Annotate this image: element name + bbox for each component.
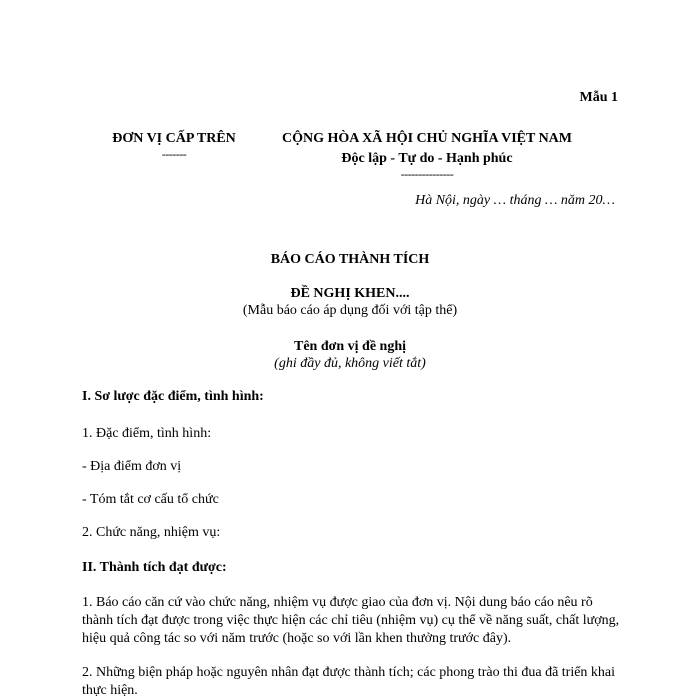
motto: Độc lập - Tự do - Hạnh phúc [341,151,513,166]
section-2-paragraph-2: 2. Những biện pháp hoặc nguyên nhân đạt được thành tích; các phong trào thi đua đã triển khai thực hiện. [82,665,616,698]
unit-name-hint: (ghi đầy đủ, không viết tắt) [274,356,426,371]
section-1-bullet-1: - Địa điểm đơn vị [82,459,182,474]
section-2-heading: II. Thành tích đạt được: [82,560,227,575]
unit-name-label: Tên đơn vị đề nghị [293,339,406,354]
form-number: Mẫu 1 [579,90,618,105]
section-2-paragraph-1: 1. Báo cáo căn cứ vào chức năng, nhiệm vụ được giao của đơn vị. Nội dung báo cáo nêu rõ thành tích đạt được trong việc thực hiện các chỉ tiêu (nhiệm vụ) cụ thể về năng suất, chất lượng, hiệu quả công tác so với năm trước (hoặc so với lần khen thưởng trước đây). [82,595,620,646]
issuing-unit: ĐƠN VỊ CẤP TRÊN [112,131,236,146]
doc-title: BÁO CÁO THÀNH TÍCH [270,252,430,267]
motto-rule: --------------- [400,167,454,181]
section-1-bullet-2: - Tóm tắt cơ cấu tổ chức [82,492,219,507]
section-1-heading: I. Sơ lược đặc điểm, tình hình: [82,389,264,404]
doc-subtitle: ĐỀ NGHỊ KHEN.... [290,286,410,301]
issuing-unit-rule: ------- [161,147,187,161]
country-name: CỘNG HÒA XÃ HỘI CHỦ NGHĨA VIỆT NAM [281,131,572,146]
section-1-item-2: 2. Chức năng, nhiệm vụ: [82,525,221,540]
section-1-item-1: 1. Đặc điểm, tình hình: [82,426,212,441]
place-date: Hà Nội, ngày … tháng … năm 20… [415,193,615,208]
doc-note: (Mẫu báo cáo áp dụng đối với tập thể) [242,303,458,318]
